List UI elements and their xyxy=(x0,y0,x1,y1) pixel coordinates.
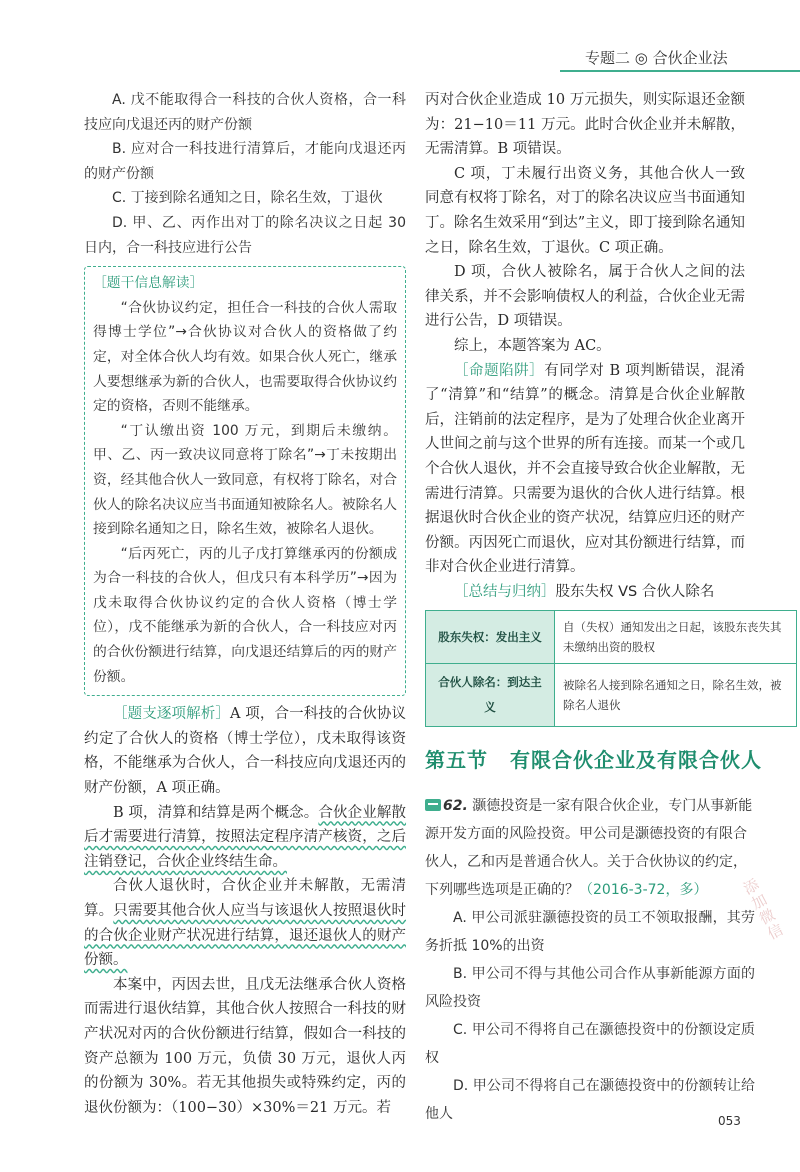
page-number: 053 xyxy=(718,1114,741,1128)
info-box-paragraph: “后丙死亡，丙的儿子戊打算继承丙的份额成为合一科技的合伙人，但戊只有本科学历”→因为戊未取得合伙协议约定的合伙人资格（博士学位），戊不能继承为新的合伙人，合一科技应对丙的合伙份额进行结算，向戊退还结算后的丙的财产份额。 xyxy=(93,545,397,685)
question-source: （2016-3-72，多） xyxy=(579,882,708,898)
option-c: C. 丁接到除名通知之日，除名生效，丁退伙 xyxy=(112,190,383,207)
table-key-cell: 股东失权：发出主义 xyxy=(426,611,555,664)
question-option-a: A. 甲公司派驻灏德投资的员工不领取报酬，其劳务折抵 10%的出资 xyxy=(425,910,755,954)
analysis-a-text: A 项，合一科技的合伙协议约定了合伙人的资格（博士学位），戊未取得该资格，不能继承为合伙人，合一科技应向戊退还丙的财产份额，A 项正确。 xyxy=(84,706,406,797)
summary-heading xyxy=(425,580,745,605)
analysis-b-text: B 项，清算和结算是两个概念。 xyxy=(113,804,319,821)
answer-summary: 综上，本题答案为 AC。 xyxy=(454,337,611,354)
question-icon xyxy=(425,799,441,811)
analysis-continued: 丙对合伙企业造成 10 万元损失，则实际退还金额为：21−10＝11 万元。此时合伙企业并未解散，无需清算。B 项错误。 xyxy=(425,92,745,158)
question-62 xyxy=(425,792,755,1128)
analysis-paragraph-d: D 项，合伙人被除名，属于合伙人之间的法律关系，并不会影响债权人的利益，合伙企业无需进行公告，D 项错误。 xyxy=(425,264,745,330)
question-option-d: D. 甲公司不得将自己在灏德投资中的份额转让给他人 xyxy=(425,1078,755,1122)
question-stem xyxy=(425,792,755,904)
analysis-b-highlight: 合伙企业解散后才需要进行清算，按照法定程序清产核资，之后注销登记，合伙企业终结生命。 xyxy=(84,804,407,870)
analysis-paragraph-a xyxy=(84,702,406,800)
analysis-tag: ［题支逐项解析］ xyxy=(113,706,231,723)
question-number: 62. xyxy=(443,798,468,814)
analysis-paragraph-c: C 项，丁未履行出资义务，其他合伙人一致同意有权将丁除名，对丁的除名决议应当书面通知丁。除名生效采用“到达”主义，即丁接到除名通知之日，除名生效，丁退伙。C 项正确。 xyxy=(425,165,745,256)
table-key-cell: 合伙人除名：到达主义 xyxy=(426,664,555,726)
section-title xyxy=(425,744,785,773)
left-column xyxy=(84,88,406,1120)
table-value-cell: 被除名人接到除名通知之日，除名生效，被除名人退伙 xyxy=(555,664,797,726)
option-a: A. 戊不能取得合一科技的合伙人资格，合一科技应向戊退还丙的财产份额 xyxy=(84,92,406,133)
analysis-paragraph-b2 xyxy=(84,874,406,972)
info-interpretation-box xyxy=(84,266,406,696)
table-value-cell: 自（失权）通知发出之日起，该股东丧失其未缴纳出资的股权 xyxy=(555,611,797,664)
trap-text: 有同学对 B 项判断错误，混淆了“清算”和“结算”的概念。清算是合伙企业解散后，注销前的法定程序，是为了处理合伙企业离开人世间之前与这个世界的所有连接。而某一个或几个合伙人退伙，并不会直接导致合伙企业解散，无需进行清算。只需要为退伙的合伙人进行结算。根据退伙时合伙企业的资产状况，结算应归还的财产份额。丙因死亡而退伙，应对其份额进行结算，而非对合伙企业进行清算。 xyxy=(425,362,746,576)
section-name: 有限合伙企业及有限合伙人 xyxy=(510,748,762,772)
running-header xyxy=(585,44,800,70)
table-row xyxy=(426,664,797,726)
question-text: 灏德投资是一家有限合伙企业，专门从事新能源开发方面的风险投资。甲公司是灏德投资的有限合伙人，乙和丙是普通合伙人。关于合伙协议的约定，下列哪些选项是正确的？ xyxy=(425,798,753,898)
right-column xyxy=(425,88,782,727)
option-d: D. 甲、乙、丙作出对丁的除名决议之日起 30 日内，合一科技应进行公告 xyxy=(84,214,406,256)
analysis-paragraph-b xyxy=(84,801,406,875)
question-option-b: B. 甲公司不得与其他公司合作从事新能源方面的风险投资 xyxy=(425,966,755,1010)
info-box-paragraph: “合伙协议约定，担任合一科技的合伙人需取得博士学位”→合伙协议对合伙人的资格做了约定，对全体合伙人均有效。如果合伙人死亡，继承人要想继承为新的合伙人，也需要取得合伙协议约定的资格，否则不能继承。 xyxy=(93,299,397,415)
analysis-b2-text: 合伙人退伙时，合伙企业并未解散，无需清算。 xyxy=(84,878,406,919)
trap-paragraph xyxy=(425,359,745,580)
option-b: B. 应对合一科技进行清算后，才能向戊退还丙的财产份额 xyxy=(84,141,406,182)
analysis-b2-highlight: 只需要其他合伙人应当与该退伙人按照退伙时的合伙企业财产状况进行结算，退还退伙人的财产份额。 xyxy=(84,903,407,969)
trap-tag: ［命题陷阱］ xyxy=(454,362,545,379)
question-option-c: C. 甲公司不得将自己在灏德投资中的份额设定质权 xyxy=(425,1022,755,1066)
info-box-tag: ［题干信息解读］ xyxy=(93,275,204,292)
summary-tag: ［总结与归纳］ xyxy=(454,583,556,600)
header-title: 专题二 ◎ 合伙企业法 xyxy=(585,48,728,67)
summary-table xyxy=(425,610,797,726)
table-row xyxy=(426,611,797,664)
section-number: 第五节 xyxy=(425,748,488,772)
watermark: 添加微信 xyxy=(739,875,787,945)
info-box-paragraph: “丁认缴出资 100 万元，到期后未缴纳。甲、乙、丙一致决议同意将丁除名”→丁未按期出资，经其他合伙人一致同意，有权将丁除名，对合伙人的除名决议应当书面通知被除名人。被除名人接到除名通知之日，除名生效，被除名人退伙。 xyxy=(93,422,397,538)
analysis-paragraph-case: 本案中，丙因去世，且戊无法继承合伙人资格而需进行退伙结算，其他合伙人按照合一科技的财产状况对丙的合伙份额进行结算，假如合一科技的资产总额为 100 万元，负债 30 万元，退伙人丙的份额为 30%。若无其他损失或特殊约定，丙的退伙份额为：（100−30）×30%＝21 万元。若 xyxy=(84,976,406,1116)
summary-title: 股东失权 VS 合伙人除名 xyxy=(555,583,715,600)
header-rule xyxy=(560,70,800,72)
